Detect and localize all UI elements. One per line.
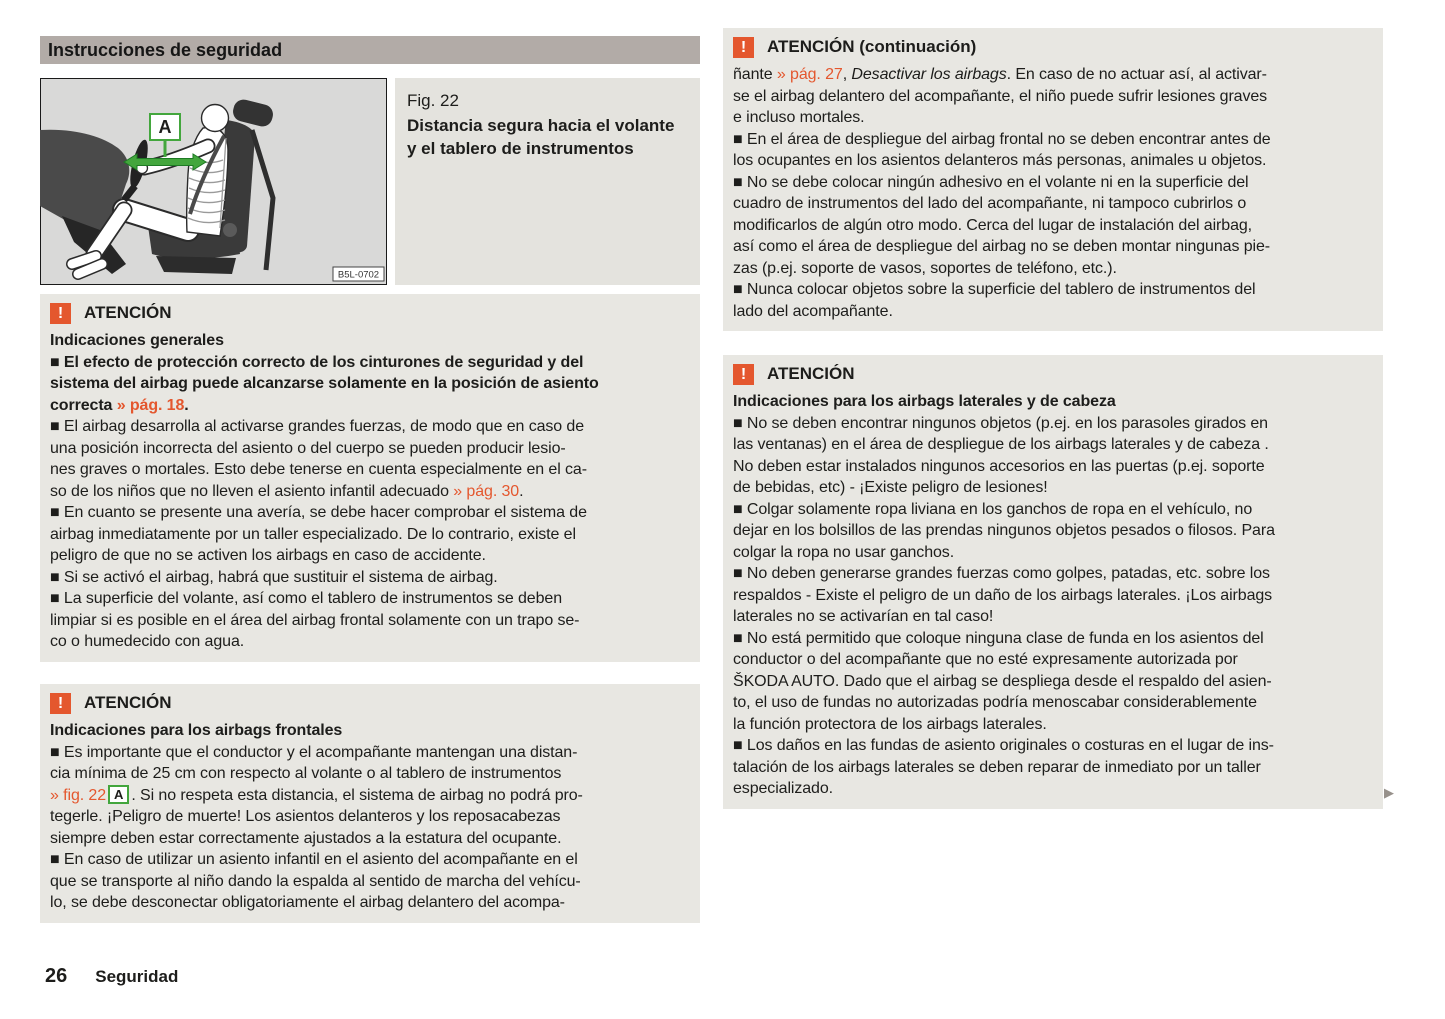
warning-icon: !	[50, 693, 71, 714]
warning-text-line: lo, se debe desconectar obligatoriamente el airbag delantero del acompa-	[50, 894, 565, 911]
page-footer	[45, 965, 178, 988]
continuation-arrow-icon: ▶	[1384, 785, 1394, 800]
figure-code-label: B5L-0702	[337, 269, 380, 281]
warning-text-line: conductor o del acompañante que no esté expresamente autorizada por	[733, 651, 1238, 668]
warning-text-line: las ventanas) en el área de despliegue de los airbags laterales y de cabeza .	[733, 436, 1269, 453]
warning-text-line: » fig. 22 A . Si no respeta esta distancia, el sistema de airbag no podrá pro-	[50, 786, 583, 804]
figure-code	[333, 267, 384, 281]
warning-header	[733, 35, 1373, 59]
warning-text-line: que se transporte al niño dando la espalda al sentido de marcha del vehícu-	[50, 872, 581, 890]
warning-text-line: cia mínima de 25 cm con respecto al volante o al tablero de instrumentos	[50, 765, 562, 782]
warning-text-line: dejar en los bolsillos de las prendas ningunos objetos pesados o filosos. Para	[733, 522, 1275, 539]
marker-a-label: A	[158, 117, 172, 137]
warning-icon: !	[50, 303, 71, 324]
warning-box-frontal-airbags	[40, 684, 700, 923]
page-number: 26	[45, 965, 68, 987]
warning-header	[733, 362, 1373, 386]
warning-text-line: ■ Nunca colocar objetos sobre la superficie del tablero de instrumentos del	[733, 281, 1256, 298]
figure-caption	[395, 78, 700, 285]
warning-text-line: especializado.	[733, 780, 833, 797]
warning-text-line: modificarlos de algún otro modo. Cerca del lugar de instalación del airbag,	[733, 216, 1253, 234]
seat-distance-diagram	[40, 78, 387, 285]
warning-text-line: colgar la ropa no usar ganchos.	[733, 543, 955, 561]
warning-title: ATENCIÓN	[84, 693, 172, 712]
warning-icon: !	[733, 364, 754, 385]
warning-text-line: Indicaciones para los airbags frontales	[50, 722, 343, 739]
warning-text-line: ■ El efecto de protección correcto de los cinturones de seguridad y del	[50, 353, 584, 371]
warning-text-line: ■ Es importante que el conductor y el acompañante mantengan una distan-	[50, 743, 578, 761]
warning-body	[50, 720, 690, 914]
warning-text-line: ñante » pág. 27, Desactivar los airbags. En caso de no actuar así, al activar-	[733, 66, 1267, 83]
warning-text-line: peligro de que no se activen los airbags en caso de accidente.	[50, 547, 486, 564]
warning-text-line: los ocupantes en los asientos delanteros más personas, animales u objetos.	[733, 152, 1267, 169]
section-header: Instrucciones de seguridad	[40, 36, 700, 64]
warning-text-line: ■ El airbag desarrolla al activarse grandes fuerzas, de modo que en caso de	[50, 418, 585, 435]
figure-marker-reference: A	[108, 785, 129, 804]
warning-body	[733, 64, 1373, 322]
warning-text-line: e incluso mortales.	[733, 109, 865, 126]
warning-text-line: ■ En cuanto se presente una avería, se debe hacer comprobar el sistema de	[50, 504, 587, 521]
warning-text-line: siempre deben estar correctamente ajustados a la estatura del ocupante.	[50, 829, 562, 847]
warning-text-line: se el airbag delantero del acompañante, el niño puede sufrir lesiones graves	[733, 87, 1268, 105]
page-reference-link[interactable]: » pág. 18	[116, 396, 185, 414]
warning-title: ATENCIÓN (continuación)	[767, 37, 977, 56]
warning-text-line: ■ En el área de despliegue del airbag frontal no se deben encontrar antes de	[733, 130, 1271, 148]
warning-box-side-head-airbags	[723, 355, 1383, 809]
warning-text-line: tegerle. ¡Peligro de muerte! Los asientos delanteros y los reposacabezas	[50, 808, 561, 825]
warning-box-continuation	[723, 28, 1383, 331]
figure-caption-text: Distancia segura hacia el volante y el tablero de instrumentos	[407, 116, 675, 158]
figure-label: Fig. 22	[407, 91, 459, 110]
warning-text-line: ■ No se deben encontrar ningunos objetos (p.ej. en los parasoles girados en	[733, 414, 1268, 432]
warning-text-line: zas (p.ej. soporte de vasos, soportes de teléfono, etc.).	[733, 259, 1117, 277]
page-reference-link[interactable]: » pág. 27	[776, 66, 843, 83]
warning-text-line: respaldos - Existe el peligro de un daño de los airbags laterales. ¡Los airbags	[733, 586, 1273, 604]
warning-text-line: así como el área de despliegue del airbag no se deben montar ningunas pie-	[733, 238, 1270, 255]
warning-text-line: ■ No se debe colocar ningún adhesivo en el volante ni en la superficie del	[733, 173, 1249, 191]
warning-body	[733, 391, 1373, 800]
page-reference-link[interactable]: » pág. 30	[453, 482, 520, 500]
footer-chapter: Seguridad	[95, 967, 179, 986]
warning-text-line: ■ No deben generarse grandes fuerzas como golpes, patadas, etc. sobre los	[733, 565, 1270, 582]
warning-body	[50, 330, 690, 653]
warning-text-line: airbag inmediatamente por un taller especializado. De lo contrario, existe el	[50, 525, 576, 543]
warning-text-line: ■ La superficie del volante, así como el tablero de instrumentos se deben	[50, 590, 562, 607]
warning-text-line: la función protectora de los airbags laterales.	[733, 715, 1047, 733]
warning-text-line: cuadro de instrumentos del lado del acompañante, ni tampoco cubrirlos o	[733, 195, 1247, 212]
warning-header	[50, 301, 690, 325]
warning-text-line: ■ Colgar solamente ropa liviana en los ganchos de ropa en el vehículo, no	[733, 500, 1253, 518]
warning-text-line: sistema del airbag puede alcanzarse solamente en la posición de asiento	[50, 375, 599, 392]
warning-text-line: correcta » pág. 18.	[50, 396, 189, 414]
warning-text-line: Indicaciones para los airbags laterales y de cabeza	[733, 393, 1116, 410]
warning-text-line: laterales no se activarían en tal caso!	[733, 608, 994, 625]
warning-text-line: de bebidas, etc) - ¡Existe peligro de lesiones!	[733, 479, 1048, 496]
page-reference-link[interactable]: » fig. 22	[50, 786, 107, 804]
warning-box-general	[40, 294, 700, 662]
warning-text-line: nes graves o mortales. Esto debe tenerse en cuenta especialmente en el ca-	[50, 461, 587, 478]
warning-text-line: talación de los airbags laterales se deben reparar de inmediato por un taller	[733, 758, 1261, 776]
warning-text-line: Indicaciones generales	[50, 332, 224, 349]
warning-text-line: No deben estar instalados ningunos accesorios en las puertas (p.ej. soporte	[733, 457, 1265, 475]
warning-text-line: ■ No está permitido que coloque ninguna clase de funda en los asientos del	[733, 629, 1264, 647]
warning-text-line: limpiar si es posible en el área del airbag frontal solamente con un trapo se-	[50, 611, 580, 629]
warning-text-line: so de los niños que no lleven el asiento infantil adecuado » pág. 30.	[50, 482, 524, 500]
warning-text-line: lado del acompañante.	[733, 302, 893, 320]
warning-text-line: ■ Los daños en las fundas de asiento originales o costuras en el lugar de ins-	[733, 737, 1274, 754]
warning-text-line: to, el uso de fundas no autorizadas podría menoscabar considerablemente	[733, 694, 1257, 711]
warning-title: ATENCIÓN	[767, 364, 855, 383]
warning-title: ATENCIÓN	[84, 303, 172, 322]
warning-header	[50, 691, 690, 715]
warning-icon: !	[733, 37, 754, 58]
warning-text-line: co o humedecido con agua.	[50, 633, 245, 650]
warning-text-line: una posición incorrecta del asiento o del cuerpo se pueden producir lesio-	[50, 439, 566, 457]
warning-text-line: ■ Si se activó el airbag, habrá que sustituir el sistema de airbag.	[50, 568, 498, 586]
warning-text-line: ŠKODA AUTO. Dado que el airbag se despliega desde el respaldo del asien-	[733, 672, 1272, 690]
warning-text-line: ■ En caso de utilizar un asiento infantil en el asiento del acompañante en el	[50, 851, 578, 868]
figure-22-illustration	[40, 78, 387, 285]
